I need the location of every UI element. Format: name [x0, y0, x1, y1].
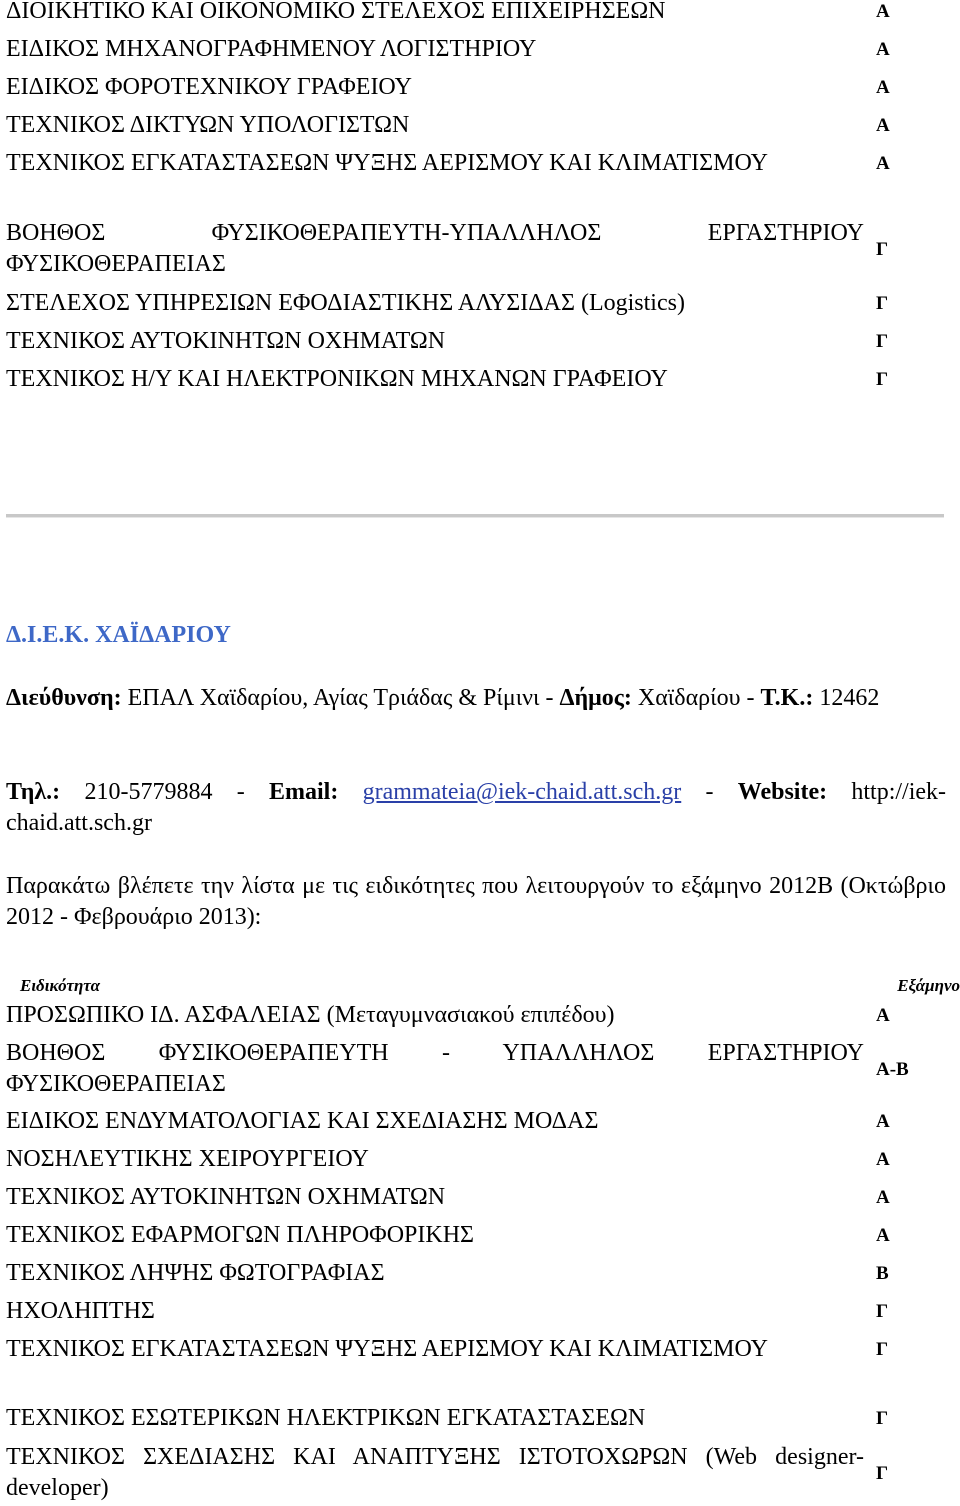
semester-value: Γ: [876, 1339, 889, 1360]
phone-label: Τηλ.:: [6, 779, 61, 805]
specialty-name: ΤΕΧΝΙΚΟΣ ΔΙΚΤΥΩΝ ΥΠΟΛΟΓΙΣΤΩΝ: [6, 112, 410, 138]
specialty-name: ΠΡΟΣΩΠΙΚΟ ΙΔ. ΑΣΦΑΛΕΙΑΣ (Μεταγυμνασιακού επιπέδου): [6, 1002, 615, 1028]
semester-value: Γ: [876, 238, 889, 260]
specialty-name: ΝΟΣΗΛΕΥΤΙΚΗΣ ΧΕΙΡΟΥΡΓΕΙΟΥ: [6, 1146, 369, 1172]
postal-code-value: 12462: [813, 685, 880, 711]
semester-value: Α: [876, 115, 890, 136]
website-label: Website:: [737, 779, 828, 805]
email-link[interactable]: grammateia@iek-chaid.att.sch.gr: [362, 779, 682, 805]
specialty-name: ΒΟΗΘΟΣ ΦΥΣΙΚΟΘΕΡΑΠΕΥΤΗ - ΥΠΑΛΛΗΛΟΣ ΕΡΓΑΣΤΗΡΙΟΥ ΦΥΣΙΚΟΘΕΡΑΠΕΙΑΣ: [6, 1040, 864, 1097]
address-value: ΕΠΑΛ Χαϊδαρίου, Αγίας Τριάδας & Ρίμινι -: [121, 685, 560, 711]
column-header-semester: Εξάμηνο: [897, 976, 960, 995]
postal-code-label: Τ.Κ.:: [760, 685, 814, 711]
semester-value: Α: [876, 153, 890, 174]
specialty-name: ΤΕΧΝΙΚΟΣ ΕΓΚΑΤΑΣΤΑΣΕΩΝ ΨΥΞΗΣ ΑΕΡΙΣΜΟΥ ΚΑΙ ΚΛΙΜΑΤΙΣΜΟΥ: [6, 150, 768, 176]
list-item: [6, 72, 956, 103]
list-item: [6, 0, 956, 27]
semester-value: Α: [876, 1, 890, 22]
list-item: [6, 110, 956, 141]
specialty-name: ΕΙΔΙΚΟΣ ΕΝΔΥΜΑΤΟΛΟΓΙΑΣ ΚΑΙ ΣΧΕΔΙΑΣΗΣ ΜΟΔΑΣ: [6, 1108, 599, 1134]
specialty-name: ΤΕΧΝΙΚΟΣ ΕΓΚΑΤΑΣΤΑΣΕΩΝ ΨΥΞΗΣ ΑΕΡΙΣΜΟΥ ΚΑΙ ΚΛΙΜΑΤΙΣΜΟΥ: [6, 1336, 768, 1362]
semester-value: Α: [876, 1005, 890, 1026]
list-item: [6, 34, 956, 65]
table-header: [20, 970, 960, 1001]
semester-value: Α: [876, 1225, 890, 1246]
specialty-name: ΕΙΔΙΚΟΣ ΜΗΧΑΝΟΓΡΑΦΗΜΕΝΟΥ ΛΟΓΙΣΤΗΡΙΟΥ: [6, 36, 537, 62]
intro-paragraph: Παρακάτω βλέπετε την λίστα με τις ειδικότητες που λειτουργούν το εξάμηνο 2012Β (Οκτώβριο 2012 - Φεβρουάριο 2013):: [6, 873, 946, 930]
specialty-name: ΤΕΧΝΙΚΟΣ ΑΥΤΟΚΙΝΗΤΩΝ ΟΧΗΜΑΤΩΝ: [6, 1184, 446, 1210]
semester-value: Γ: [876, 293, 889, 314]
table-row: [6, 1403, 956, 1434]
specialty-name: ΔΙΟΙΚΗΤΙΚΟ ΚΑΙ ΟΙΚΟΝΟΜΙΚΟ ΣΤΕΛΕΧΟΣ ΕΠΙΧΕΙΡΗΣΕΩΝ: [6, 0, 666, 24]
semester-value: Γ: [876, 1462, 889, 1484]
horizontal-divider: [6, 514, 944, 518]
semester-value: Α: [876, 1111, 890, 1132]
specialty-name: ΣΤΕΛΕΧΟΣ ΥΠΗΡΕΣΙΩΝ ΕΦΟΔΙΑΣΤΙΚΗΣ ΑΛΥΣΙΔΑΣ (Logistics): [6, 290, 685, 316]
semester-value: Γ: [876, 1301, 889, 1322]
address-paragraph: [6, 683, 946, 714]
semester-value: Α: [876, 1187, 890, 1208]
specialty-name: ΤΕΧΝΙΚΟΣ ΕΣΩΤΕΡΙΚΩΝ ΗΛΕΚΤΡΙΚΩΝ ΕΓΚΑΤΑΣΤΑΣΕΩΝ: [6, 1405, 646, 1431]
list-item: [6, 326, 956, 357]
contact-paragraph: Τηλ.: 210-5779884 - Email: grammateia@iek-chaid.att.sch.gr - Website: http://iek-chaid.att.sch.gr: [6, 779, 947, 836]
specialty-name: ΤΕΧΝΙΚΟΣ ΛΗΨΗΣ ΦΩΤΟΓΡΑΦΙΑΣ: [6, 1260, 385, 1286]
table-row: [6, 1334, 956, 1365]
table-row: [6, 1442, 956, 1504]
phone-value: 210-5779884 -: [60, 779, 269, 805]
specialty-name: ΤΕΧΝΙΚΟΣ ΕΦΑΡΜΟΓΩΝ ΠΛΗΡΟΦΟΡΙΚΗΣ: [6, 1222, 474, 1248]
website-value: http://iek-chaid.att.sch.gr: [6, 779, 947, 836]
specialty-name: ΕΙΔΙΚΟΣ ΦΟΡΟΤΕΧΝΙΚΟΥ ΓΡΑΦΕΙΟΥ: [6, 74, 412, 100]
table-row: [6, 1182, 956, 1213]
table-row: [6, 1038, 956, 1100]
table-row: [6, 1296, 956, 1327]
school-title: Δ.Ι.Ε.Κ. ΧΑΪΔΑΡΙΟΥ: [6, 622, 231, 648]
specialty-name: ΒΟΗΘΟΣ ΦΥΣΙΚΟΘΕΡΑΠΕΥΤΗ-ΥΠΑΛΛΗΛΟΣ ΕΡΓΑΣΤΗΡΙΟΥ ΦΥΣΙΚΟΘΕΡΑΠΕΙΑΣ: [6, 220, 864, 277]
specialty-name: ΤΕΧΝΙΚΟΣ ΣΧΕΔΙΑΣΗΣ ΚΑΙ ΑΝΑΠΤΥΞΗΣ ΙΣΤΟΤΟΧΩΡΩΝ (Web designer-developer): [6, 1444, 864, 1501]
municipality-value: Χαϊδαρίου -: [631, 685, 761, 711]
list-item: [6, 148, 956, 179]
specialty-name: ΤΕΧΝΙΚΟΣ ΑΥΤΟΚΙΝΗΤΩΝ ΟΧΗΜΑΤΩΝ: [6, 328, 446, 354]
semester-value: Β: [876, 1263, 889, 1284]
semester-value: Α: [876, 39, 890, 60]
specialty-name: ΗΧΟΛΗΠΤΗΣ: [6, 1298, 155, 1324]
semester-value: Γ: [876, 369, 889, 390]
municipality-label: Δήμος:: [559, 685, 632, 711]
semester-value: Γ: [876, 1408, 889, 1429]
semester-value: Α-Β: [876, 1058, 909, 1080]
table-row: [6, 1106, 956, 1137]
list-item: [6, 218, 956, 280]
email-label: Email:: [268, 779, 339, 805]
table-row: [6, 1258, 956, 1289]
table-row: [6, 1220, 956, 1251]
column-header-specialty: Ειδικότητα: [20, 976, 101, 995]
semester-value: Α: [876, 77, 890, 98]
list-item: [6, 288, 956, 319]
list-item: [6, 364, 956, 395]
table-row: [6, 1000, 956, 1031]
specialty-name: ΤΕΧΝΙΚΟΣ Η/Υ ΚΑΙ ΗΛΕΚΤΡΟΝΙΚΩΝ ΜΗΧΑΝΩΝ ΓΡΑΦΕΙΟΥ: [6, 366, 668, 392]
table-row: [6, 1144, 956, 1175]
address-label: Διεύθυνση:: [6, 685, 122, 711]
semester-value: Α: [876, 1149, 890, 1170]
semester-value: Γ: [876, 331, 889, 352]
